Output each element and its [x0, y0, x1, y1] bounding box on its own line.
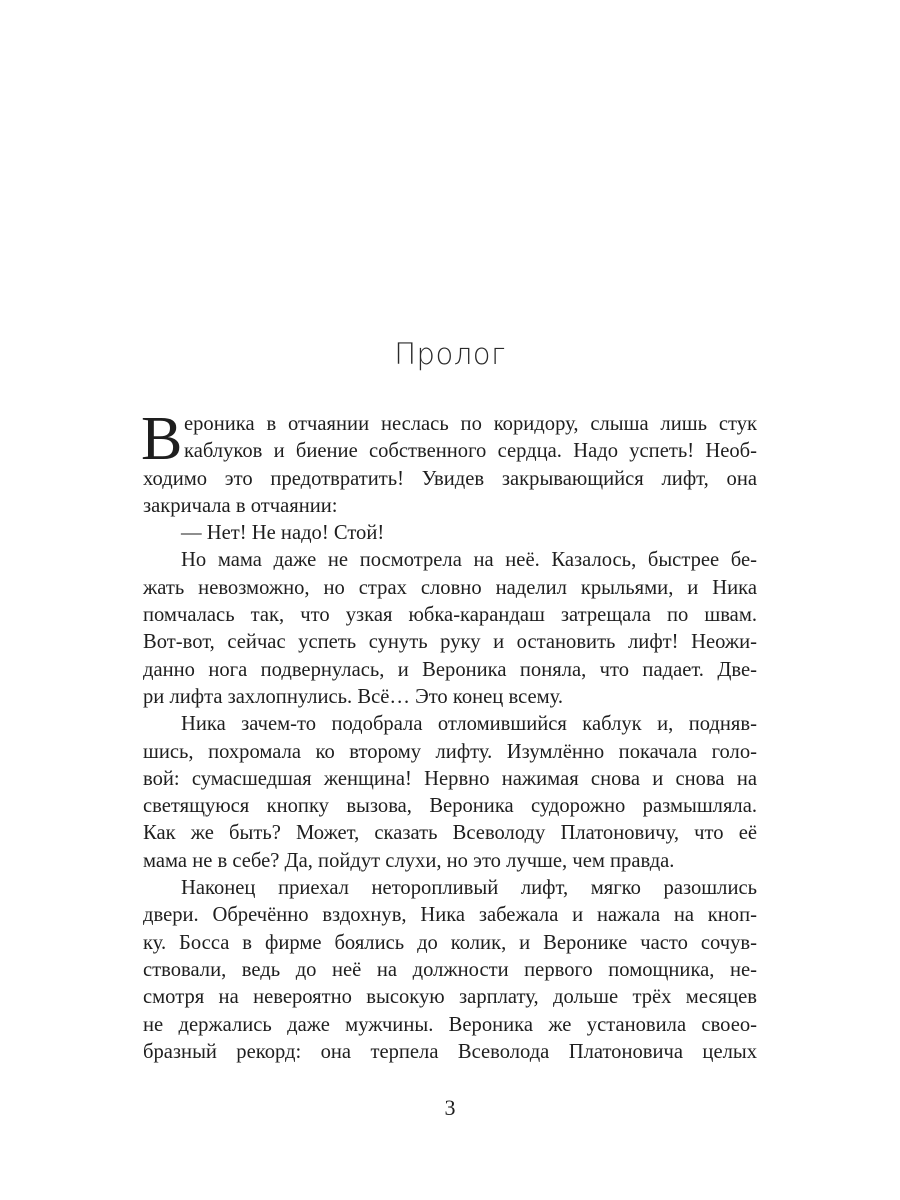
- text-line: — Нет! Не надо! Стой!: [181, 522, 385, 545]
- chapter-title: Пролог: [394, 337, 506, 371]
- text-line: жать невозможно, но страх словно наделил крыльями, и Ника: [143, 576, 757, 599]
- text-line: Но мама даже не посмотрела на неё. Казалось, быстрее бе-: [181, 549, 757, 572]
- text-line: Как же быть? Может, сказать Всеволоду Платоновичу, что её: [143, 822, 757, 845]
- text-line: светящуюся кнопку вызова, Вероника судорожно размышляла.: [143, 795, 757, 818]
- text-line: смотря на невероятно высокую зарплату, дольше трёх месяцев: [143, 986, 757, 1009]
- body-text: [141, 405, 757, 1066]
- page-number: 3: [444, 1095, 456, 1120]
- text-line: Вот-вот, сейчас успеть сунуть руку и остановить лифт! Неожи-: [143, 631, 757, 654]
- text-line: ствовали, ведь до неё на должности первого помощника, не-: [143, 958, 757, 981]
- text-line: закричала в отчаянии:: [143, 494, 338, 517]
- text-line: ку. Босса в фирме боялись до колик, и Веронике часто сочув-: [143, 931, 757, 954]
- text-line: Наконец приехал неторопливый лифт, мягко разошлись: [181, 877, 757, 900]
- text-line: ероника в отчаянии неслась по коридору, слыша лишь стук: [184, 413, 757, 435]
- text-line: ходимо это предотвратить! Увидев закрывающийся лифт, она: [143, 467, 757, 490]
- text-line: ри лифта захлопнулись. Всё… Это конец всему.: [143, 685, 564, 708]
- text-line: Ника зачем-то подобрала отломившийся каблук и, подняв-: [181, 713, 757, 736]
- text-line: мама не в себе? Да, пойдут слухи, но это лучше, чем правда.: [143, 849, 675, 872]
- text-line: не держались даже мужчины. Вероника же установила своео-: [143, 1013, 757, 1036]
- drop-cap-letter: В: [141, 405, 183, 473]
- text-line: каблуков и биение собственного сердца. Надо успеть! Необ-: [184, 440, 757, 463]
- text-line: вой: сумасшедшая женщина! Нервно нажимая снова и снова на: [143, 767, 757, 790]
- text-line: шись, похромала ко второму лифту. Изумлённо покачала голо-: [143, 740, 757, 763]
- text-line: помчалась так, что узкая юбка-карандаш затрещала по швам.: [143, 604, 757, 627]
- text-line: двери. Обречённо вздохнув, Ника забежала и нажала на кноп-: [143, 904, 757, 927]
- text-line: бразный рекорд: она терпела Всеволода Платоновича целых: [143, 1040, 757, 1063]
- text-line: данно нога подвернулась, и Вероника поняла, что падает. Две-: [143, 658, 757, 681]
